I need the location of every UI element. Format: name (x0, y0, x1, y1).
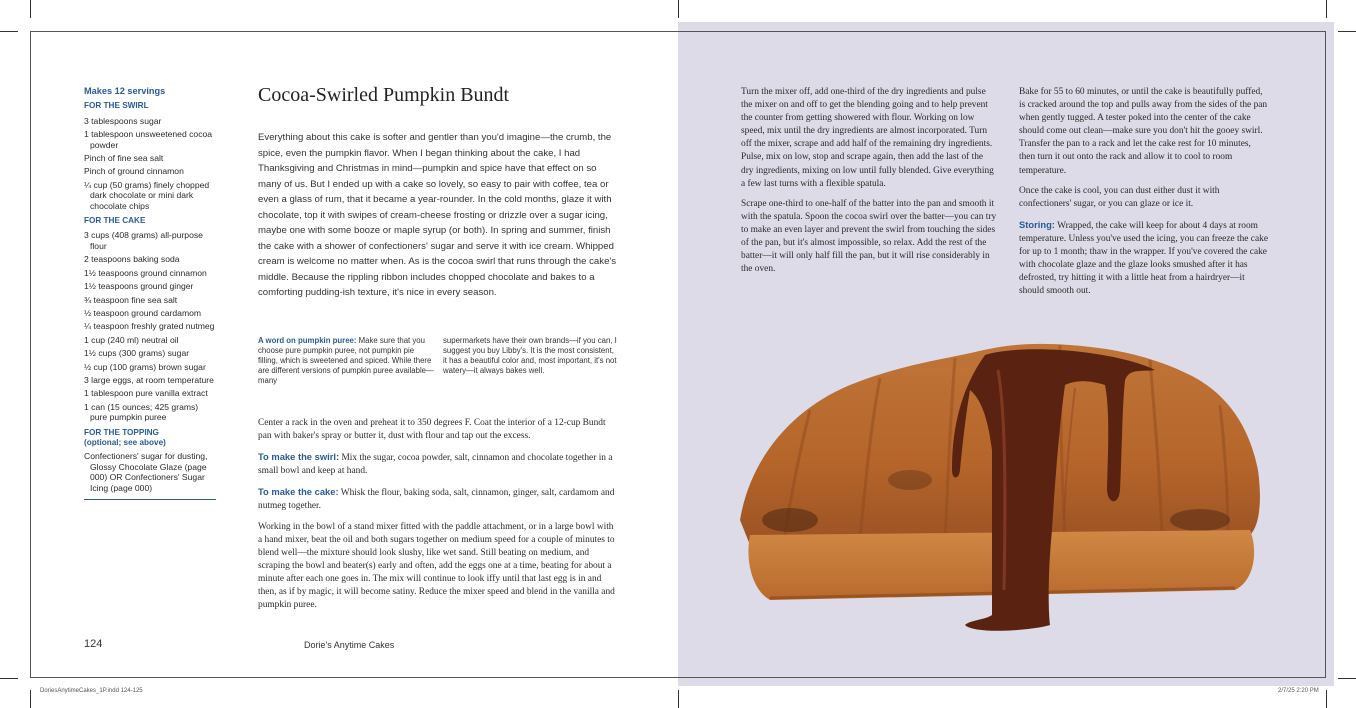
cocoa-swirl (1170, 509, 1230, 531)
step-paragraph: Working in the bowl of a stand mixer fitted with the paddle attachment, or in a large bowl with a hand mixer, beat the oil and both sugars together on medium speed for a couple of minutes to blend well—the mixture should look slushy, like wet sand. Still beating on medium, and scraping the bowl and beater(s) early and often, add the eggs one at a time, beating for about a minute after each one goes in. The mix will continue to look iffy until that last egg is in and then, as if by magic, it will become satiny. Reduce the mixer speed and blend in the vanilla and pumpkin puree. (258, 521, 615, 611)
pumpkin-note-col1 (258, 336, 434, 386)
bundt-cake-photo (730, 330, 1270, 640)
crop-mark (1326, 690, 1327, 708)
sidebar-rule (84, 499, 216, 500)
recipe-title: Cocoa-Swirled Pumpkin Bundt (258, 84, 510, 106)
page-number: 124 (84, 638, 103, 650)
pumpkin-note-col2 (443, 336, 619, 376)
method-left (258, 417, 618, 619)
step-paragraph: Center a rack in the oven and preheat it to 350 degrees F. Coat the interior of a 12-cup Bundt pan with baker's spray or butter it, dust with flour and tap out the excess. (258, 418, 606, 442)
ingredient: Pinch of fine sea salt (84, 153, 164, 164)
file-slug: DoriesAnytimeCakes_1P.indd 124-125 (40, 688, 143, 694)
note-text: Make sure that you choose pure pumpkin puree, not pumpkin pie filling, which is sweetened and spiced. While there are different versions of pumpkin puree available—many (258, 336, 434, 385)
step-paragraph: Bake for 55 to 60 minutes, or until the cake is beautifully puffed, is cracked around the top and pulls away from the sides of the pan when gently tugged. A tester poked into the center of the cake should come out clean—make sure you don't hit the gooey swirl. Transfer the pan to a rack and let the cake rest for 10 minutes, then turn it out onto the rack and allow it to cool to room temperature. (1019, 87, 1268, 176)
crop-mark (1326, 0, 1327, 18)
step-paragraph: Scrape one-third to one-half of the batter into the pan and smooth it with the spatula. Spoon the cocoa swirl over the batter—you can try to make an even layer and prevent the swirl from touching the sides of the pan, but it's almost impossible, so relax. Add the rest of the batter—it will only half fill the pan, but it will rise considerably in the oven. (741, 198, 997, 275)
step-paragraph (1019, 218, 1269, 299)
storing-lead: Storing: (1019, 218, 1055, 230)
step-text: Mix the sugar, cocoa powder, salt, cinnamon and chocolate together in a small bowl and keep at hand. (258, 453, 613, 477)
method-col-1 (741, 86, 997, 283)
topping-heading (84, 428, 216, 449)
crop-mark (0, 678, 18, 679)
step-paragraph (258, 485, 618, 513)
crop-mark (30, 690, 31, 708)
step-paragraph: Turn the mixer off, add one-third of the dry ingredients and pulse the mixer on and off to get the blending going and to help prevent the counter from getting showered with flour. Working on low speed, mix until the dry ingredients are almost incorporated. Turn off the mixer, scrape and add half of the remaining dry ingredients. Pulse, mix on low, stop and scrape again, then add the last of the dry ingredients, mixing on low until fully blended. Give everything a few last turns with a flexible spatula. (741, 87, 994, 189)
ingredient: 2 teaspoons baking soda (84, 254, 180, 265)
ingredient: ½ cup (100 grams) brown sugar (84, 361, 206, 372)
ingredient: Pinch of ground cinnamon (84, 166, 184, 177)
ingredient: ¼ cup (50 grams) finely chopped dark chocolate or mini dark chocolate chips (84, 179, 210, 211)
crop-mark (678, 690, 679, 708)
ingredient: ¼ teaspoon freshly grated nutmeg (84, 321, 215, 332)
running-head: Dorie's Anytime Cakes (304, 640, 395, 650)
note-text: supermarkets have their own brands—if you can, I suggest you buy Libby's. It is the most consistent, it has a beautiful color and, most important, it's not watery—it always bakes well. (443, 336, 617, 375)
ingredient: Confectioners' sugar for dusting, Glossy Chocolate Glaze (page 000) OR Confectioners' Sugar Icing (page 000) (84, 451, 208, 493)
ingredient: 3 large eggs, at room temperature (84, 374, 214, 385)
ingredient: 1½ teaspoons ground ginger (84, 281, 194, 292)
crop-mark (0, 31, 18, 32)
ingredient: 1 tablespoon unsweetened cocoa powder (84, 129, 213, 150)
swirl-heading: FOR THE SWIRL (84, 101, 149, 111)
servings: Makes 12 servings (84, 86, 166, 96)
ingredient: 1½ cups (300 grams) sugar (84, 348, 190, 359)
ingredient: 1½ teaspoons ground cinnamon (84, 267, 207, 278)
ingredients-sidebar (84, 86, 216, 500)
ingredient: ½ teaspoon ground cardamom (84, 307, 202, 318)
ingredient: 1 cup (240 ml) neutral oil (84, 334, 179, 345)
headnote: Everything about this cake is softer and gentler than you'd imagine—the crumb, the spice, even the pumpkin flavor. When I began thinking about the cake, I had Thanksgiving and Christmas in mind—pumpkin and spice have that effect on so many of us. But I ended up with a cake so lovely, so easy to pair with coffee, tea or even a glass of rum, that it became a year-rounder. In the cold months, glaze it with chocolate, top it with swipes of cream-cheese frosting or drizzle over a sugar icing, maybe one with some booze or maple syrup (or both). In spring and summer, finish the cake with a shower of confectioners' sugar and serve it with ice cream. Whipped cream is welcome no matter when. As is the cocoa swirl that runs through the cake's middle. Because the rippling ribbon includes chopped chocolate and bakes to a comforting pudding-ish texture, it's nice in every season. (258, 132, 617, 298)
step-text: Whisk the flour, baking soda, salt, cinnamon, ginger, salt, cardamom and nutmeg together. (258, 488, 615, 512)
crop-mark (1338, 31, 1356, 32)
ingredient: 3 cups (408 grams) all-purpose flour (84, 230, 203, 251)
step-paragraph: Once the cake is cool, you can dust either dust it with confectioners' sugar, or you can glaze or ice it. (1019, 185, 1220, 209)
ingredient: 1 tablespoon pure vanilla extract (84, 388, 208, 399)
cocoa-swirl (888, 470, 932, 490)
ingredient: ¾ teaspoon fine sea salt (84, 294, 178, 305)
crop-mark (1338, 678, 1356, 679)
cocoa-swirl (762, 508, 818, 532)
topping-heading-line2: (optional; see above) (84, 437, 166, 447)
ingredient: 1 can (15 ounces; 425 grams) pure pumpkin puree (84, 401, 199, 423)
method-col-2 (1019, 86, 1269, 305)
step-text: Wrapped, the cake will keep for about 4 days at room temperature. Unless you've used the icing, you can freeze the cake for up to 1 month; thaw in the wrapper. If you've covered the cake with chocolate glaze and the glaze looks smushed after it has defrosted, try hitting it with a little heat from a hairdryer—it should smooth out. (1019, 220, 1268, 297)
date-slug: 2/7/25 2:20 PM (1278, 688, 1319, 694)
ingredient: 3 tablespoons sugar (84, 115, 162, 126)
step-lead: To make the swirl: (258, 451, 340, 463)
step-paragraph (258, 450, 618, 478)
step-lead: To make the cake: (258, 486, 339, 498)
cake-heading: FOR THE CAKE (84, 216, 146, 226)
topping-heading-line1: FOR THE TOPPING (84, 427, 159, 437)
crop-mark (30, 0, 31, 18)
note-lead: A word on pumpkin puree: (258, 336, 357, 345)
crop-mark (678, 0, 679, 18)
